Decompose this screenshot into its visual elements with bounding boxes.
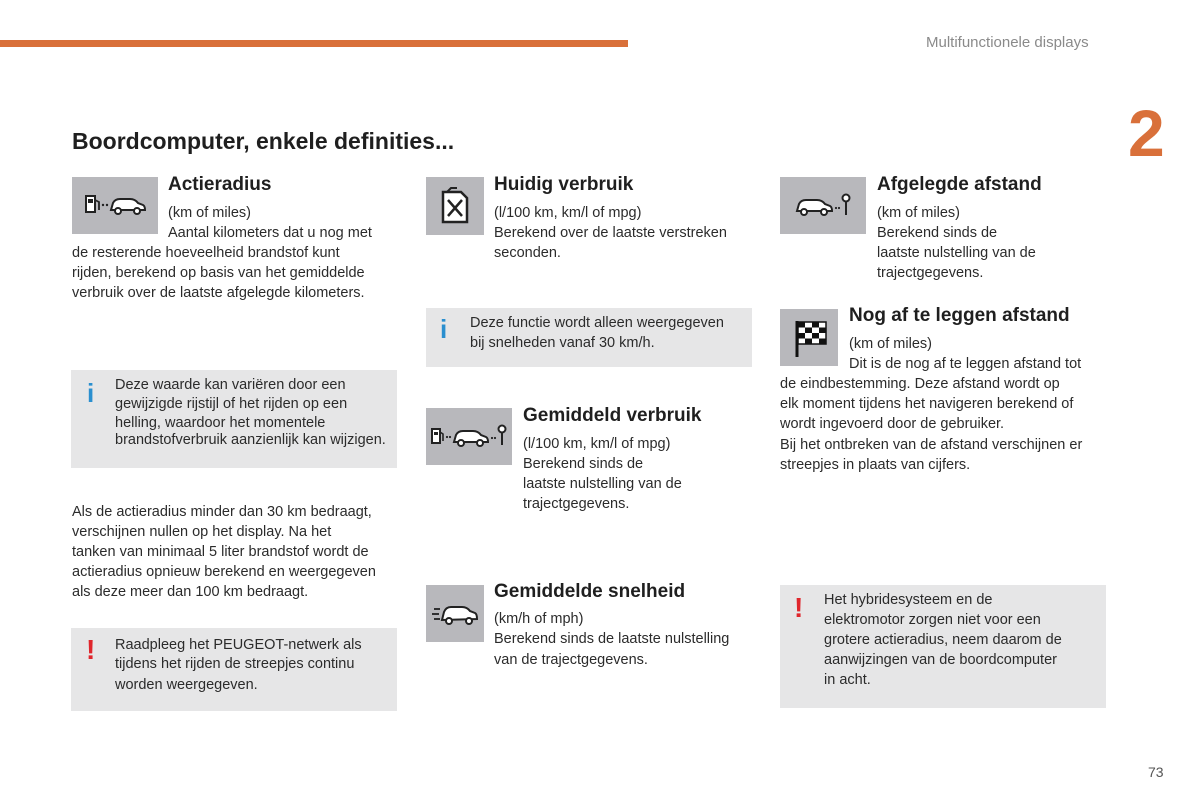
note-text-line: elektromotor zorgen niet voor een bbox=[824, 612, 1041, 628]
note-text-line: bij snelheden vanaf 30 km/h. bbox=[470, 335, 655, 351]
note-text-line: helling, waardoor het momentele bbox=[115, 415, 326, 431]
nog-af-te-leggen-heading: Nog af te leggen afstand bbox=[849, 305, 1070, 326]
info-icon: i bbox=[440, 314, 448, 344]
afgelegde-afstand-text-line: laatste nulstelling van de bbox=[877, 245, 1036, 261]
note-text-line: tijdens het rijden de streepjes continu bbox=[115, 656, 355, 672]
huidig-verbruik-heading: Huidig verbruik bbox=[494, 174, 634, 195]
nog-af-te-leggen-text-line: wordt ingevoerd door de gebruiker. bbox=[780, 416, 1005, 432]
paragraph-line: actieradius opnieuw berekend en weergegeven bbox=[72, 564, 376, 580]
note-text-line: in acht. bbox=[824, 672, 871, 688]
info-note-actieradius bbox=[71, 370, 397, 468]
note-text-line: aanwijzingen van de boordcomputer bbox=[824, 652, 1057, 668]
actieradius-text-line: verbruik over de laatste afgelegde kilometers. bbox=[72, 285, 365, 301]
note-text-line: Raadpleeg het PEUGEOT-netwerk als bbox=[115, 637, 362, 653]
note-text-line: Het hybridesysteem en de bbox=[824, 592, 993, 608]
actieradius-unit: (km of miles) bbox=[168, 205, 251, 221]
nog-af-te-leggen-text-line: streepjes in plaats van cijfers. bbox=[780, 457, 971, 473]
paragraph-line: als deze meer dan 100 km bedraagt. bbox=[72, 584, 309, 600]
note-text-line: Deze waarde kan variëren door een bbox=[115, 377, 346, 393]
info-icon: i bbox=[87, 378, 95, 408]
checkered-flag-icon bbox=[780, 309, 838, 366]
gemiddeld-verbruik-unit: (l/100 km, km/l of mpg) bbox=[523, 436, 671, 452]
gemiddeld-verbruik-text-line: Berekend sinds de bbox=[523, 456, 644, 472]
note-text-line: gewijzigde rijstijl of het rijden op een bbox=[115, 396, 348, 412]
gemiddelde-snelheid-unit: (km/h of mph) bbox=[494, 611, 584, 627]
paragraph-line: Als de actieradius minder dan 30 km bedraagt, bbox=[72, 504, 372, 520]
note-text-line: brandstofverbruik aanzienlijk kan wijzigen. bbox=[115, 432, 386, 448]
actieradius-text-line: Aantal kilometers dat u nog met bbox=[168, 225, 372, 241]
fuel-pump-car-icon bbox=[72, 177, 158, 234]
gemiddeld-verbruik-heading: Gemiddeld verbruik bbox=[523, 405, 702, 426]
gemiddelde-snelheid-heading: Gemiddelde snelheid bbox=[494, 581, 686, 602]
huidig-verbruik-text-line: Berekend over de laatste verstreken bbox=[494, 225, 727, 241]
gemiddelde-snelheid-text-line: van de trajectgegevens. bbox=[494, 652, 648, 668]
gemiddeld-verbruik-text-line: trajectgegevens. bbox=[523, 496, 630, 512]
nog-af-te-leggen-text-line: de eindbestemming. Deze afstand wordt op bbox=[780, 376, 1060, 392]
nog-af-te-leggen-text-line: elk moment tijdens het navigeren berekend of bbox=[780, 396, 1074, 412]
nog-af-te-leggen-unit: (km of miles) bbox=[849, 336, 932, 352]
note-text-line: Deze functie wordt alleen weergegeven bbox=[470, 315, 724, 331]
page-title: Boordcomputer, enkele definities... bbox=[72, 128, 455, 154]
header-accent-bar bbox=[0, 40, 628, 47]
note-text-line: worden weergegeven. bbox=[115, 677, 258, 693]
actieradius-heading: Actieradius bbox=[168, 174, 272, 195]
actieradius-text-line: de resterende hoeveelheid brandstof kunt bbox=[72, 245, 340, 261]
afgelegde-afstand-heading: Afgelegde afstand bbox=[877, 174, 1042, 195]
nog-af-te-leggen-text-line: Dit is de nog af te leggen afstand tot bbox=[849, 356, 1082, 372]
afgelegde-afstand-text-line: Berekend sinds de bbox=[877, 225, 998, 241]
section-title: Multifunctionele displays bbox=[926, 34, 1089, 51]
huidig-verbruik-unit: (l/100 km, km/l of mpg) bbox=[494, 205, 642, 221]
info-note-snelheid bbox=[426, 308, 752, 367]
car-distance-icon bbox=[780, 177, 866, 234]
warning-icon: ! bbox=[794, 592, 804, 623]
huidig-verbruik-text-line: seconden. bbox=[494, 245, 561, 261]
actieradius-text-line: rijden, berekend op basis van het gemiddelde bbox=[72, 265, 365, 281]
jerrycan-icon bbox=[426, 177, 484, 235]
warning-icon: ! bbox=[86, 634, 96, 665]
nog-af-te-leggen-text-line: Bij het ontbreken van de afstand verschijnen er bbox=[780, 437, 1083, 453]
fuel-car-distance-icon bbox=[426, 408, 512, 465]
warning-note-hybride bbox=[780, 585, 1106, 708]
afgelegde-afstand-text-line: trajectgegevens. bbox=[877, 265, 984, 281]
gemiddeld-verbruik-text-line: laatste nulstelling van de bbox=[523, 476, 682, 492]
chapter-number: 2 bbox=[1128, 96, 1165, 170]
afgelegde-afstand-unit: (km of miles) bbox=[877, 205, 960, 221]
page-number: 73 bbox=[1148, 764, 1164, 780]
paragraph-line: verschijnen nullen op het display. Na het bbox=[72, 524, 332, 540]
gemiddelde-snelheid-text-line: Berekend sinds de laatste nulstelling bbox=[494, 631, 730, 647]
warning-note-peugeot bbox=[71, 628, 397, 711]
note-text-line: grotere actieradius, neem daarom de bbox=[824, 632, 1062, 648]
paragraph-line: tanken van minimaal 5 liter brandstof wordt de bbox=[72, 544, 369, 560]
speeding-car-icon bbox=[426, 585, 484, 642]
